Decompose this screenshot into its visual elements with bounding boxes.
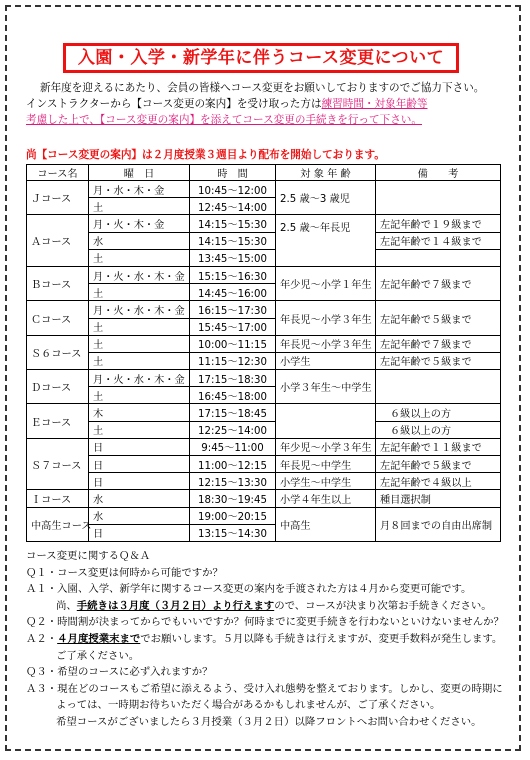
- intro-highlight-1: 練習時間・対象年齢等: [321, 98, 428, 110]
- age-cell: 小学生: [276, 352, 376, 369]
- time-cell: 13:15～14:30: [190, 524, 276, 541]
- qa-q3: Ｑ３・希望のコースに必ず入れますか？: [26, 666, 213, 679]
- table-row: [27, 490, 501, 507]
- page-title: 入園・入学・新学年に伴うコース変更について: [63, 43, 459, 73]
- note-cell: ６級以上の方: [376, 421, 501, 438]
- table-row: [27, 232, 501, 249]
- course-name: Ｄコース: [27, 370, 89, 404]
- qa-a3-line-3: 希望コースがございましたら３月授業（３月２日）以降フロントへお問い合わせください。: [56, 715, 482, 728]
- days-cell: 土: [89, 318, 190, 335]
- age-cell: 小学生～中学生: [276, 473, 376, 490]
- age-cell: 2.5 歳～3 歳児: [276, 181, 376, 215]
- time-cell: 13:45～15:00: [190, 249, 276, 266]
- note-cell: [376, 249, 501, 266]
- days-cell: 水: [89, 232, 190, 249]
- distribution-notice: 尚【コース変更の案内】は２月度授業３週目より配布を開始しております。: [26, 149, 385, 161]
- time-cell: 16:15～17:30: [190, 301, 276, 318]
- days-cell: 月・火・水・木・金: [89, 370, 190, 387]
- note-cell: 左記年齢で５級まで: [376, 456, 501, 473]
- course-name: Ｓ７コース: [27, 438, 89, 490]
- time-cell: 11:15～12:30: [190, 352, 276, 369]
- qa-a1-line-1: Ａ１・入園、入学、新学年に関するコース変更の案内を手渡された方は４月から変更可能です。: [26, 583, 472, 596]
- days-cell: 月・火・水・木・金: [89, 266, 190, 283]
- note-cell: [376, 181, 501, 215]
- qa-a1-emphasis: 手続きは３月度（３月２日）より行えます: [76, 599, 275, 612]
- note-cell: 左記年齢で７級まで: [376, 335, 501, 352]
- course-table: [26, 164, 501, 542]
- note-cell: 左記年齢で７級まで: [376, 266, 501, 300]
- qa-a1-text-c: ので、コースが決まり次第お手続きください。: [274, 599, 492, 612]
- days-cell: 土: [89, 335, 190, 352]
- course-name: 中高生コース: [27, 507, 89, 541]
- time-cell: 12:25～14:00: [190, 421, 276, 438]
- time-cell: 14:15～15:30: [190, 215, 276, 232]
- days-cell: 水: [89, 490, 190, 507]
- age-cell: 年長児～小学３年生: [276, 335, 376, 352]
- table-row: [27, 352, 501, 369]
- qa-q2: Ｑ２・時間割が決まってからでもいいですか？何時までに変更手続きを行わないといけないませんか？: [26, 616, 504, 629]
- table-row: [27, 335, 501, 352]
- days-cell: 日: [89, 438, 190, 455]
- note-cell: 左記年齢で５級まで: [376, 352, 501, 369]
- table-header-row: [27, 165, 501, 181]
- qa-q1: Ｑ１・コース変更は何時から可能ですか？: [26, 566, 223, 579]
- note-cell: 左記年齢で５級まで: [376, 301, 501, 335]
- qa-section: [26, 548, 506, 731]
- course-name: Ｓ６コース: [27, 335, 89, 369]
- age-cell: 年長児～小学３年生: [276, 301, 376, 335]
- table-row: [27, 438, 501, 455]
- days-cell: 土: [89, 284, 190, 301]
- table-row: [27, 456, 501, 473]
- course-name: Ｉコース: [27, 490, 89, 507]
- note-cell: 左記年齢で４級以上: [376, 473, 501, 490]
- course-name: Ａコース: [27, 215, 89, 267]
- course-name: Ｃコース: [27, 301, 89, 335]
- days-cell: 土: [89, 249, 190, 266]
- header-notes: 備 考: [376, 165, 501, 181]
- qa-a2-line-1: [26, 631, 506, 648]
- age-cell: 中高生: [276, 507, 376, 541]
- intro-line-2-text: インストラクターから【コース変更の案内】を受け取った方は: [26, 98, 322, 110]
- age-cell: 年少児～小学１年生: [276, 266, 376, 300]
- days-cell: 日: [89, 524, 190, 541]
- table-row: [27, 266, 501, 283]
- table-row: [27, 181, 501, 198]
- time-cell: 18:30～19:45: [190, 490, 276, 507]
- header-time: 時 間: [190, 165, 276, 181]
- intro-highlight-2: 考慮した上で、【コース変更の案内】を添えてコース変更の手続きを行って下さい。: [26, 114, 422, 126]
- note-cell: 左記年齢で１１級まで: [376, 438, 501, 455]
- table-row: [27, 215, 501, 232]
- days-cell: 月・火・木・金: [89, 215, 190, 232]
- days-cell: 日: [89, 456, 190, 473]
- table-row: [27, 404, 501, 421]
- table-row: [27, 473, 501, 490]
- qa-a1-line-2: [26, 598, 506, 615]
- age-cell: [276, 404, 376, 438]
- age-cell: 年長児～中学生: [276, 456, 376, 473]
- table-row: [27, 370, 501, 387]
- header-course: コース名: [27, 165, 89, 181]
- table-row: [27, 301, 501, 318]
- intro-line-2: [26, 96, 496, 112]
- time-cell: 10:45～12:00: [190, 181, 276, 198]
- days-cell: 土: [89, 198, 190, 215]
- age-cell: 小学３年生～中学生: [276, 370, 376, 404]
- time-cell: 16:45～18:00: [190, 387, 276, 404]
- days-cell: 土: [89, 421, 190, 438]
- time-cell: 14:15～15:30: [190, 232, 276, 249]
- time-cell: 15:45～17:00: [190, 318, 276, 335]
- course-name: Ｊコース: [27, 181, 89, 215]
- time-cell: 10:00～11:15: [190, 335, 276, 352]
- note-cell: 月８回までの自由出席制: [376, 507, 501, 541]
- time-cell: 17:15～18:30: [190, 370, 276, 387]
- qa-a3-line-1: Ａ３・現在どのコースもご希望に添えるよう、受け入れ態勢を整えております。しかし、変更の時期に: [26, 682, 503, 695]
- days-cell: 水: [89, 507, 190, 524]
- time-cell: 14:45～16:00: [190, 284, 276, 301]
- header-age: 対 象 年 齢: [276, 165, 376, 181]
- time-cell: 17:15～18:45: [190, 404, 276, 421]
- time-cell: 19:00～20:15: [190, 507, 276, 524]
- intro-line-1: 新年度を迎えるにあたり、会員の皆様へコース変更をお願いしておりますのでご協力下さい。: [40, 82, 485, 94]
- time-cell: 12:15～13:30: [190, 473, 276, 490]
- qa-a2-text-c: でお願いします。５月以降も手続きは行えますが、変更手数料が発生します。: [140, 632, 503, 645]
- qa-a2-text-a: Ａ２・: [26, 632, 58, 645]
- qa-heading: コース変更に関するＱ＆Ａ: [26, 550, 151, 562]
- qa-a2-line-2: ご了承ください。: [56, 649, 140, 662]
- note-cell: 左記年齢で１４級まで: [376, 232, 501, 249]
- time-cell: 15:15～16:30: [190, 266, 276, 283]
- time-cell: 12:45～14:00: [190, 198, 276, 215]
- course-name: Ｂコース: [27, 266, 89, 300]
- days-cell: 月・火・水・木・金: [89, 301, 190, 318]
- days-cell: 木: [89, 404, 190, 421]
- note-cell: [376, 370, 501, 404]
- table-row: [27, 421, 501, 438]
- note-cell: 左記年齢で１９級まで: [376, 215, 501, 232]
- age-cell: 小学４年生以上: [276, 490, 376, 507]
- time-cell: 11:00～12:15: [190, 456, 276, 473]
- days-cell: 日: [89, 473, 190, 490]
- table-row: [27, 507, 501, 524]
- qa-a1-text-a: 尚、: [56, 599, 77, 612]
- time-cell: 9:45～11:00: [190, 438, 276, 455]
- age-cell: 2.5 歳～年長児: [276, 215, 376, 267]
- header-days: 曜 日: [89, 165, 190, 181]
- course-name: Ｅコース: [27, 404, 89, 438]
- intro: [26, 80, 496, 128]
- qa-a3-line-2: よっては、一時期お待ちいただく場合があるかもしれませんが、ご了承ください。: [56, 699, 441, 712]
- note-cell: ６級以上の方: [376, 404, 501, 421]
- age-cell: 年少児～小学３年生: [276, 438, 376, 455]
- note-cell: 種目選択制: [376, 490, 501, 507]
- days-cell: 土: [89, 387, 190, 404]
- days-cell: 月・水・木・金: [89, 181, 190, 198]
- table-row: [27, 249, 501, 266]
- qa-a2-emphasis: ４月度授業末まで: [57, 632, 141, 645]
- days-cell: 土: [89, 352, 190, 369]
